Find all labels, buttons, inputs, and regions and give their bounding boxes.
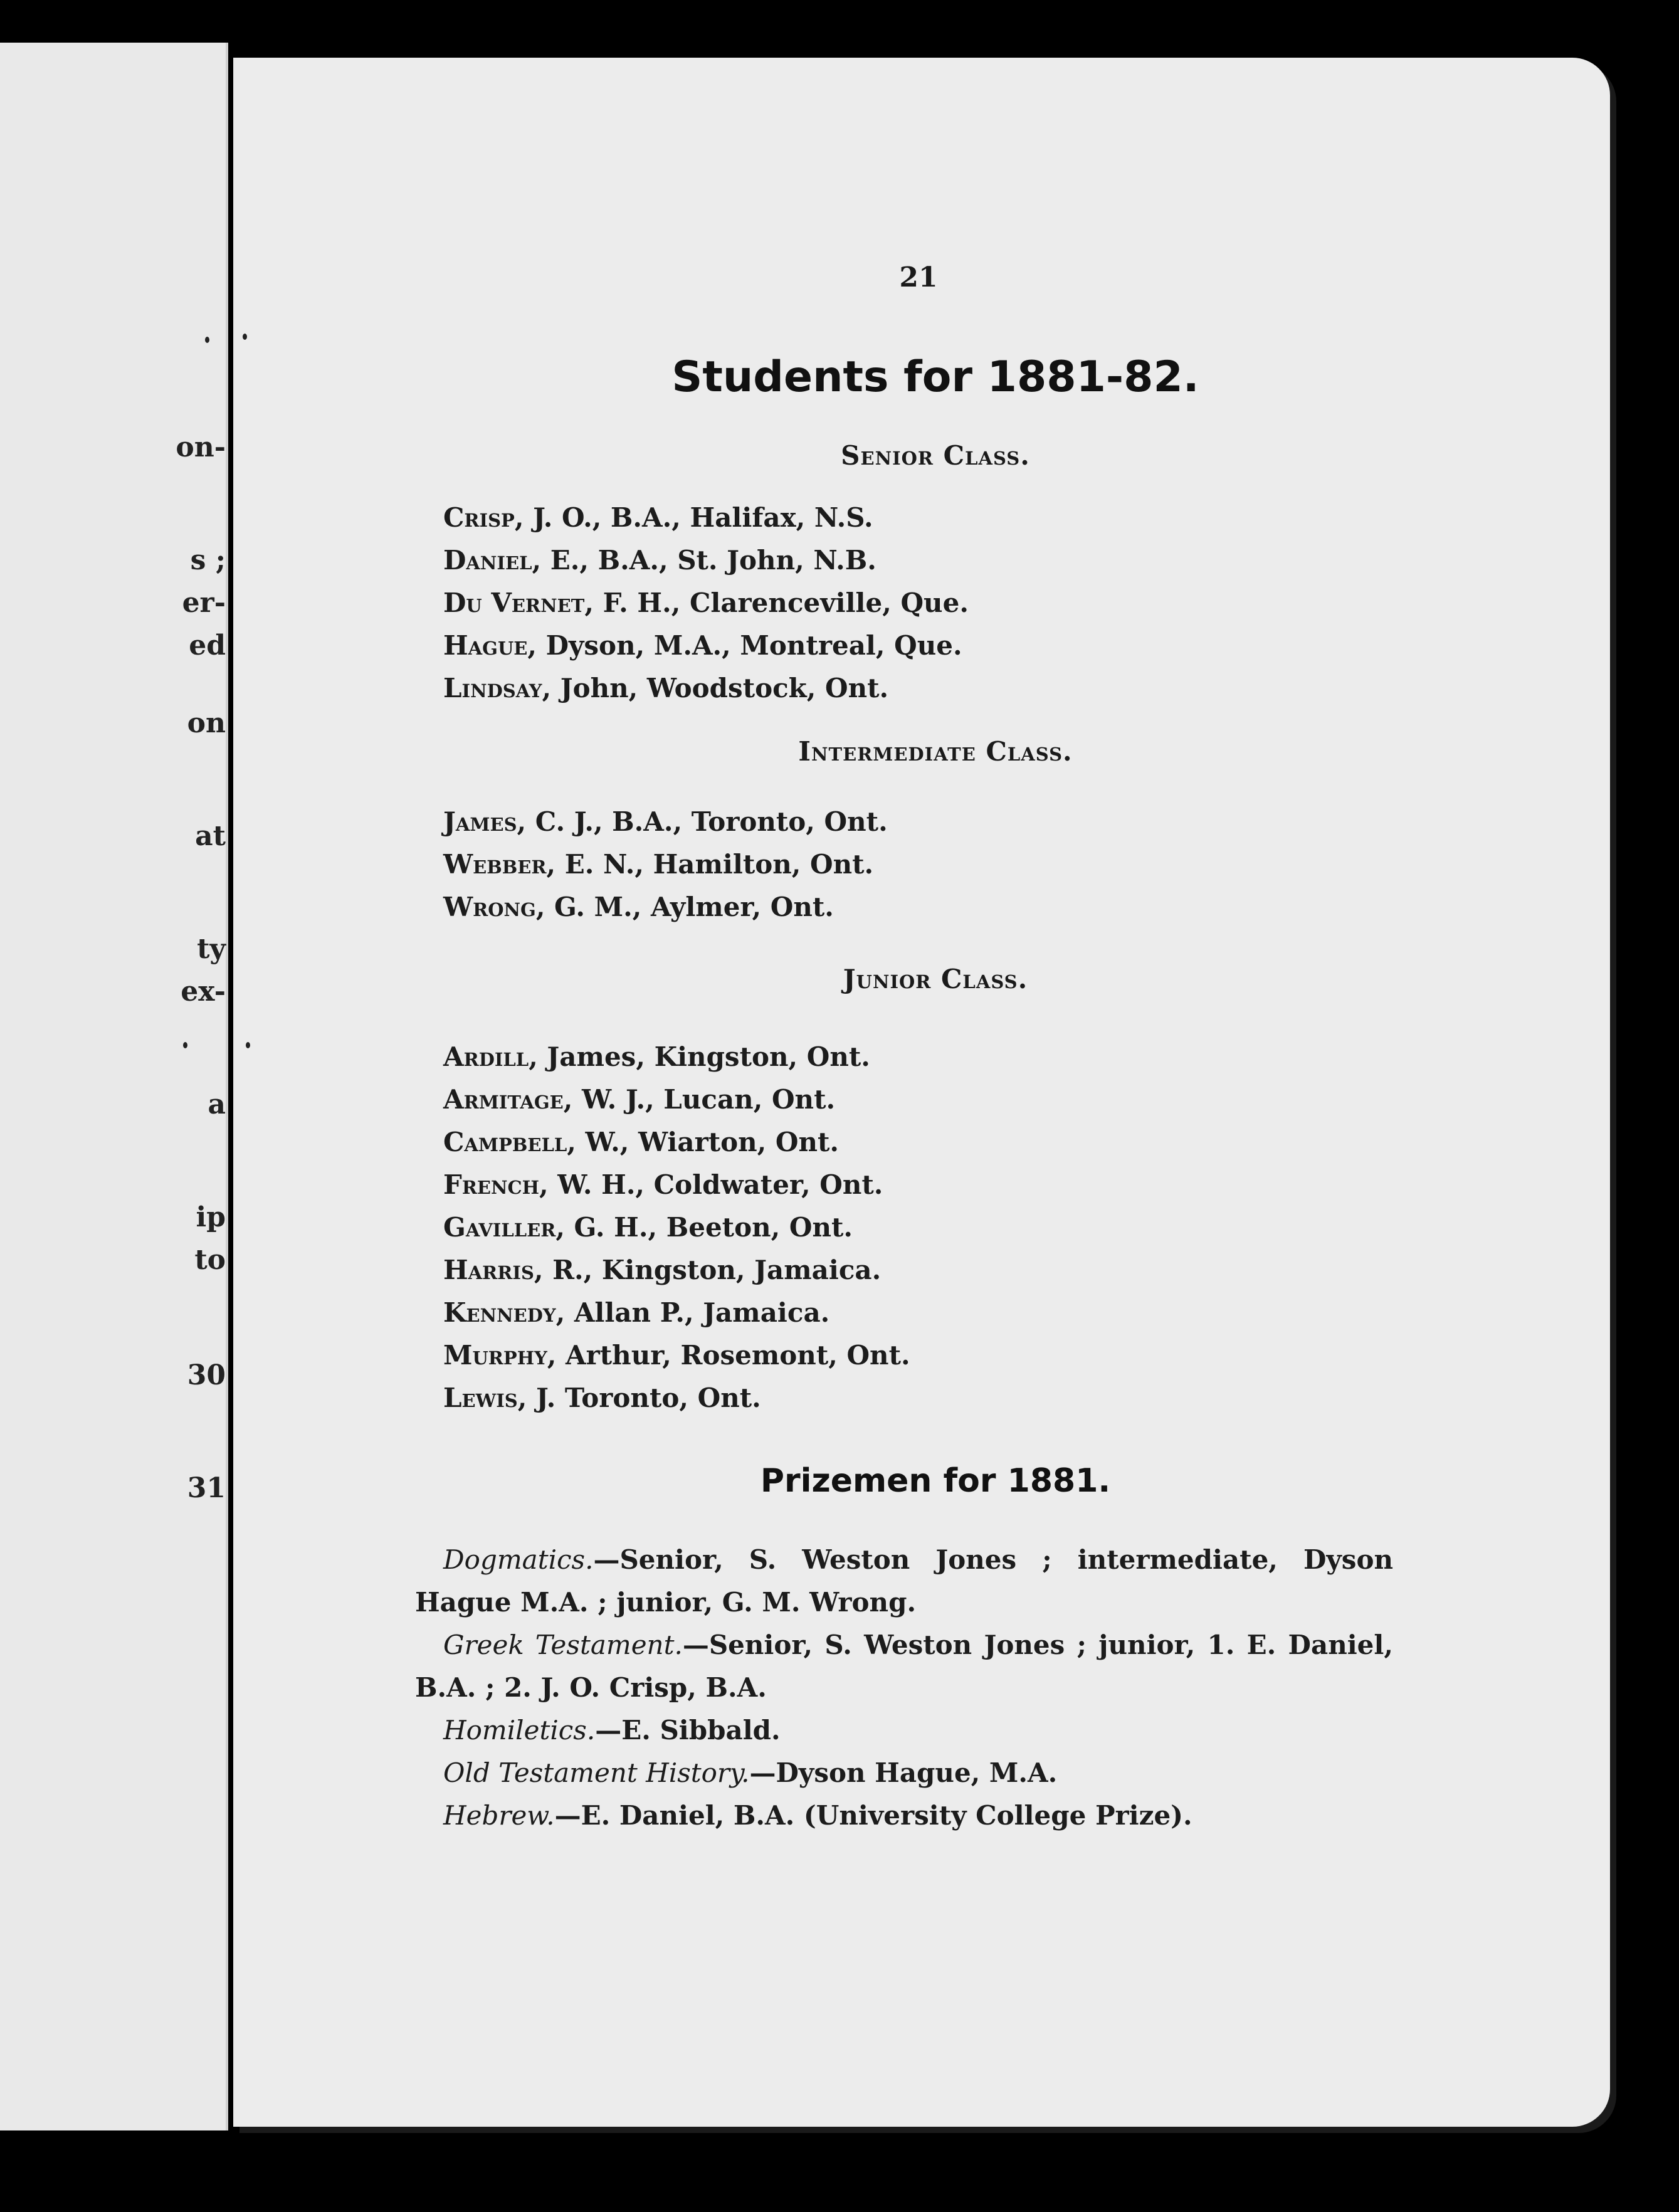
document-page (233, 58, 1610, 2127)
class-heading-senior: Senior Class. (841, 440, 1030, 471)
student-details: , W. H., Coldwater, Ont. (539, 1169, 883, 1200)
student-details: , John, Woodstock, Ont. (542, 673, 889, 703)
facing-page (0, 43, 228, 2130)
student-details: , James, Kingston, Ont. (529, 1041, 870, 1072)
student-surname: Ardill (443, 1041, 529, 1072)
facing-page-fragment: ex- (181, 976, 226, 1008)
student-entry (443, 1036, 1384, 1078)
prize-entry-hebrew (415, 1794, 1393, 1837)
prize-entry-greek-testament (415, 1624, 1393, 1709)
student-entry (443, 1206, 1384, 1249)
prize-entry-homiletics (415, 1709, 1393, 1752)
student-entry (443, 1078, 1384, 1121)
facing-page-fragment: ip (196, 1201, 226, 1233)
prize-winners: —Dyson Hague, M.A. (749, 1757, 1058, 1788)
student-entry (443, 582, 1384, 624)
facing-page-fragment: on (187, 707, 226, 739)
student-surname: James (443, 806, 517, 837)
student-entry (443, 667, 1384, 710)
facing-page-fragment: to (194, 1244, 226, 1276)
student-surname: Crisp (443, 502, 515, 533)
student-details: , Allan P., Jamaica. (555, 1297, 830, 1328)
student-details: , W. J., Lucan, Ont. (563, 1084, 836, 1115)
student-surname: Kennedy (443, 1297, 556, 1328)
prize-subject: Homiletics. (443, 1715, 596, 1746)
prize-subject: Dogmatics. (443, 1544, 594, 1575)
student-surname: Gaviller (443, 1212, 556, 1243)
student-details: , E., B.A., St. John, N.B. (532, 545, 876, 576)
student-details: , Arthur, Rosemont, Ont. (547, 1340, 910, 1371)
page-number: 21 (899, 261, 938, 293)
class-heading-junior: Junior Class. (843, 964, 1028, 994)
student-details: , W., Wiarton, Ont. (567, 1127, 840, 1157)
student-entry (443, 1292, 1384, 1334)
student-surname: Du Vernet (443, 587, 585, 618)
ink-speck (205, 337, 209, 343)
student-entry (443, 1164, 1384, 1206)
student-surname: Campbell (443, 1127, 567, 1157)
junior-class-list (443, 1036, 1384, 1419)
student-details: , G. H., Beeton, Ont. (555, 1212, 853, 1243)
ink-speck (246, 1042, 250, 1048)
ink-speck (183, 1042, 187, 1048)
student-entry (443, 1121, 1384, 1164)
prize-entry-dogmatics (415, 1539, 1393, 1624)
student-surname: Armitage (443, 1084, 564, 1115)
prize-subject: Greek Testament. (443, 1630, 683, 1660)
student-entry (443, 539, 1384, 582)
student-surname: Wrong (443, 892, 536, 922)
student-surname: Daniel (443, 545, 532, 576)
student-surname: Murphy (443, 1340, 547, 1371)
student-entry (443, 1377, 1384, 1419)
student-details: , C. J., B.A., Toronto, Ont. (517, 806, 888, 837)
student-details: , J. Toronto, Ont. (517, 1382, 761, 1413)
student-details: , E. N., Hamilton, Ont. (546, 849, 874, 880)
facing-page-fragment: ed (189, 629, 226, 661)
student-entry (443, 624, 1384, 667)
prize-winners: —E. Daniel, B.A. (University College Prize). (554, 1800, 1192, 1831)
prizemen-title: Prizemen for 1881. (760, 1462, 1111, 1500)
student-details: , R., Kingston, Jamaica. (534, 1255, 882, 1285)
student-surname: Hague (443, 630, 528, 661)
facing-page-fragment: er- (182, 587, 226, 619)
student-surname: Harris (443, 1255, 534, 1285)
facing-page-fragment: ty (197, 933, 226, 965)
ink-speck (243, 334, 247, 340)
student-details: , F. H., Clarenceville, Que. (584, 587, 969, 618)
facing-page-fragment: 31 (187, 1472, 226, 1504)
student-entry (443, 843, 1384, 886)
prize-subject: Old Testament History. (443, 1757, 750, 1788)
class-heading-intermediate: Intermediate Class. (798, 736, 1073, 767)
facing-page-fragment: on- (176, 431, 226, 463)
prize-entry-old-testament-history (415, 1752, 1393, 1794)
intermediate-class-list (443, 801, 1384, 929)
facing-page-fragment: at (195, 820, 226, 852)
facing-page-fragment: s ; (190, 544, 226, 576)
student-surname: Lewis (443, 1382, 518, 1413)
prize-subject: Hebrew. (443, 1800, 555, 1831)
facing-page-fragment: 30 (187, 1359, 226, 1391)
prize-winners: —Senior, S. Weston Jones ; junior, 1. E. Daniel, B.A. ; 2. J. O. Crisp, B.A. (415, 1630, 1393, 1703)
facing-page-fragment: a (208, 1088, 226, 1120)
prize-winners: —E. Sibbald. (595, 1715, 781, 1746)
student-entry (443, 886, 1384, 929)
prize-winners: —Senior, S. Weston Jones ; intermediate, Dyson Hague M.A. ; junior, G. M. Wrong. (415, 1544, 1393, 1618)
senior-class-list (443, 497, 1384, 710)
student-entry (443, 1334, 1384, 1377)
student-details: , Dyson, M.A., Montreal, Que. (527, 630, 962, 661)
student-entry (443, 1249, 1384, 1292)
student-surname: Lindsay (443, 673, 542, 703)
student-surname: Webber (443, 849, 547, 880)
student-entry (443, 497, 1384, 539)
page-title: Students for 1881-82. (671, 352, 1199, 402)
student-surname: French (443, 1169, 540, 1200)
student-entry (443, 801, 1384, 843)
student-details: , J. O., B.A., Halifax, N.S. (514, 502, 873, 533)
student-details: , G. M., Aylmer, Ont. (535, 892, 834, 922)
